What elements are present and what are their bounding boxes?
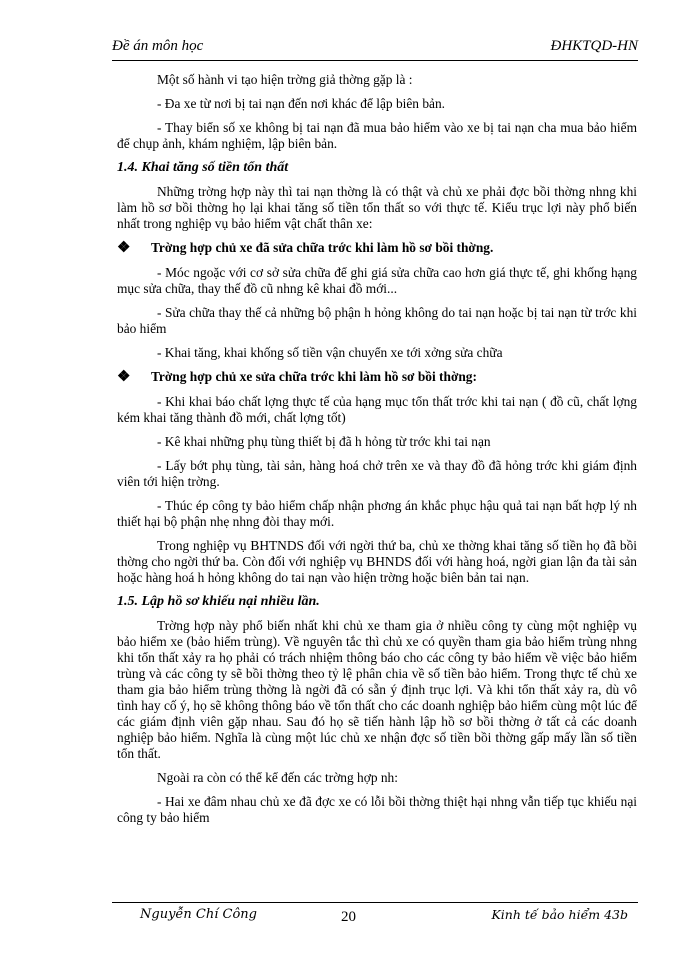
page-header xyxy=(112,38,638,58)
diamond-bullet-icon: ❖ xyxy=(117,369,131,385)
section-heading-1-5: 1.5. Lập hồ sơ khiếu nại nhiều lần. xyxy=(117,594,320,609)
header-divider xyxy=(112,60,638,61)
list-item: - Thay biển số xe không bị tai nạn đã mua bảo hiểm vào xe bị tai nạn cha mua bảo hiểm để chụp ảnh, khám nghiệm, lập biên bản. xyxy=(117,120,637,151)
paragraph: Trong nghiệp vụ BHTNDS đối với ngời thứ ba, chủ xe thờng khai tăng số tiền họ đã bồi thờng cho ngời thứ ba. Còn đối với nghiệp vụ BHNDS đối với hàng hoá, ngời gian lận đa tài sản hoặc hàng hoá h hỏng không do tai nạn vào hiện trờng hoặc biên bản tai nạn. xyxy=(117,538,637,585)
bullet-heading-text: Trờng hợp chủ xe sửa chữa trớc khi làm hồ sơ bồi thờng: xyxy=(151,369,477,384)
list-item: - Hai xe đâm nhau chủ xe đã đợc xe có lỗi bồi thờng thiệt hại nhng vẫn tiếp tục khiếu nại công ty bảo hiểm xyxy=(117,794,637,825)
list-item: - Kê khai những phụ tùng thiết bị đã h hỏng từ trớc khi tai nạn xyxy=(157,434,491,449)
header-university: ĐHKTQD-HN xyxy=(550,38,638,54)
list-item: - Khai tăng, khai khống số tiền vận chuyển xe tới xởng sửa chữa xyxy=(157,345,503,360)
paragraph: Ngoài ra còn có thể kể đến các trờng hợp nh: xyxy=(157,770,398,785)
list-item: - Lấy bớt phụ tùng, tài sản, hàng hoá chở trên xe và thay đồ đã hỏng trớc khi giám định viên tới hiện trờng. xyxy=(117,458,637,489)
paragraph: Trờng hợp này phổ biến nhất khi chủ xe tham gia ở nhiều công ty cùng một nghiệp vụ bảo hiểm xe (bảo hiểm trùng). Về nguyên tắc thì chủ xe có quyền tham gia bảo hiểm trùng nhng khi tổn thất xảy ra họ phải có trách nhiệm thông báo cho các công ty bảo hiểm về việc bảo hiểm trùng và các công ty sẽ bồi thờng theo tỷ lệ phân chia về số tiền bảo hiểm. Trong thực tế chủ xe tham gia bảo hiểm trùng thờng là ngời đã có sẵn ý định trục lợi. Và khi tổn thất xảy ra, dù vô tình hay cố ý, họ sẽ không thông báo về tổn thất cho các doanh nghiệp bảo hiểm cùng một lúc để các giám định viên gặp nhau. Sau đó họ sẽ tiến hành lập hồ sơ bồi thờng ở tất cả các doanh nghiệp bảo hiểm. Nghĩa là cùng một lúc chủ xe nhận đợc số tiền bồi thờng gấp mấy lần số tiền tổn thất. xyxy=(117,618,637,761)
paragraph-intro: Một số hành vi tạo hiện trờng giả thờng gặp là : xyxy=(157,72,413,87)
bullet-heading xyxy=(117,240,637,256)
diamond-bullet-icon: ❖ xyxy=(117,240,131,256)
list-item: - Móc ngoặc với cơ sở sửa chữa để ghi giá sửa chữa cao hơn giá thực tế, ghi khống hạng mục sửa chữa, thay thế đồ cũ nhng kê khai đồ mới... xyxy=(117,265,637,296)
paragraph: Những trờng hợp này thì tai nạn thờng là có thật và chủ xe phải đợc bồi thờng nhng khi làm hồ sơ bồi thờng họ lại khai tăng số tiền tổn thất so với thực tế. Kiểu trục lợi này phổ biến nhất trong nghiệp vụ bảo hiểm vật chất thân xe: xyxy=(117,184,637,231)
footer-class: Kinh tế bảo hiểm 43b xyxy=(491,907,628,922)
list-item: - Sửa chữa thay thế cả những bộ phận h hỏng không do tai nạn hoặc bị tai nạn từ trớc khi bảo hiểm xyxy=(117,305,637,336)
footer-divider xyxy=(112,902,638,903)
header-course-title: Đề án môn học xyxy=(112,38,204,54)
bullet-heading xyxy=(117,369,637,385)
bullet-heading-text: Trờng hợp chủ xe đã sửa chữa trớc khi làm hồ sơ bồi thờng. xyxy=(151,240,494,255)
section-heading-1-4: 1.4. Khai tăng số tiền tổn thất xyxy=(117,160,289,175)
list-item: - Đa xe từ nơi bị tai nạn đến nơi khác để lập biên bản. xyxy=(157,96,446,111)
list-item: - Thúc ép công ty bảo hiểm chấp nhận phơng án khắc phục hậu quả tai nạn bất hợp lý nh thiết hại bộ phận nhẹ nhng đòi thay mới. xyxy=(117,498,637,529)
page-footer xyxy=(112,907,638,931)
list-item: - Khi khai báo chất lợng thực tế của hạng mục tổn thất trớc khi tai nạn ( đồ cũ, chất lợng kém khai tăng thành đồ mới, chất lợng tốt) xyxy=(117,394,637,425)
page-number: 20 xyxy=(341,909,356,925)
footer-author: Nguyễn Chí Công xyxy=(140,907,257,922)
document-body xyxy=(117,72,637,834)
